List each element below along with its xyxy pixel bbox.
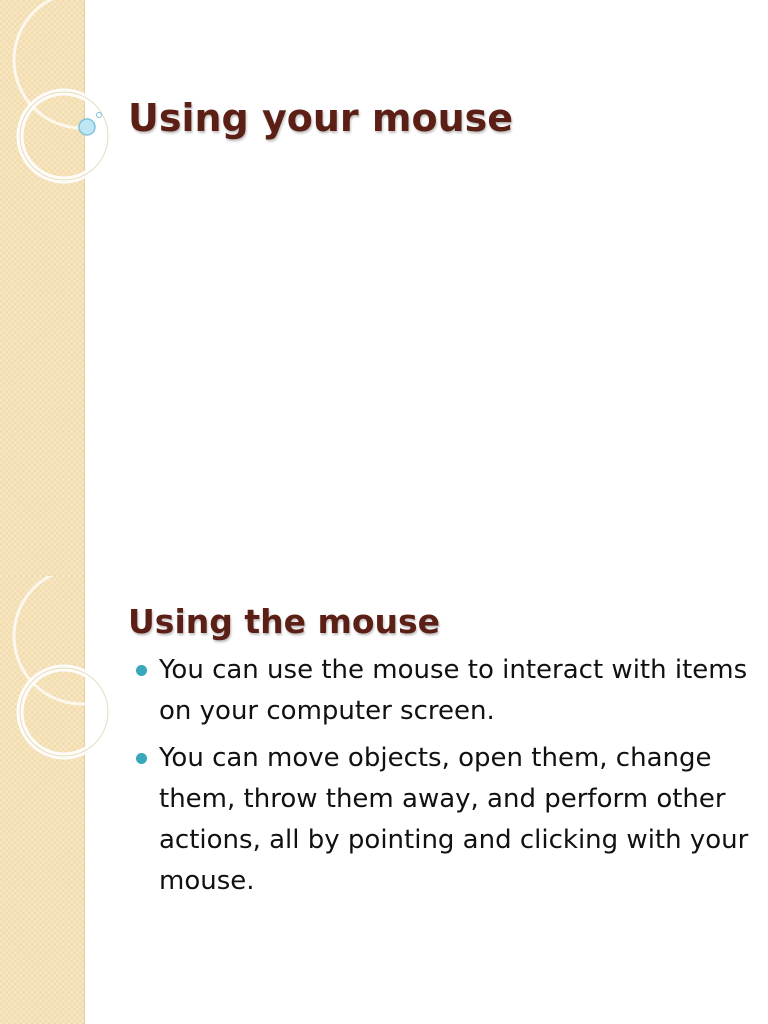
list-item	[134, 738, 754, 902]
slide-2	[0, 576, 768, 1024]
bullet-list	[134, 650, 754, 908]
bullet-icon	[136, 665, 147, 676]
bullet-text: You can use the mouse to interact with items on your computer screen.	[159, 655, 748, 726]
decorative-rings	[0, 576, 110, 776]
list-item	[134, 650, 754, 732]
bullet-text: You can move objects, open them, change them, throw them away, and perform other actions, all by pointing and clicking with your mouse.	[159, 743, 749, 896]
decorative-rings	[0, 0, 110, 200]
bullet-icon	[136, 753, 147, 764]
slide-title: Using the mouse	[128, 602, 441, 641]
slide-title: Using your mouse	[128, 96, 514, 140]
